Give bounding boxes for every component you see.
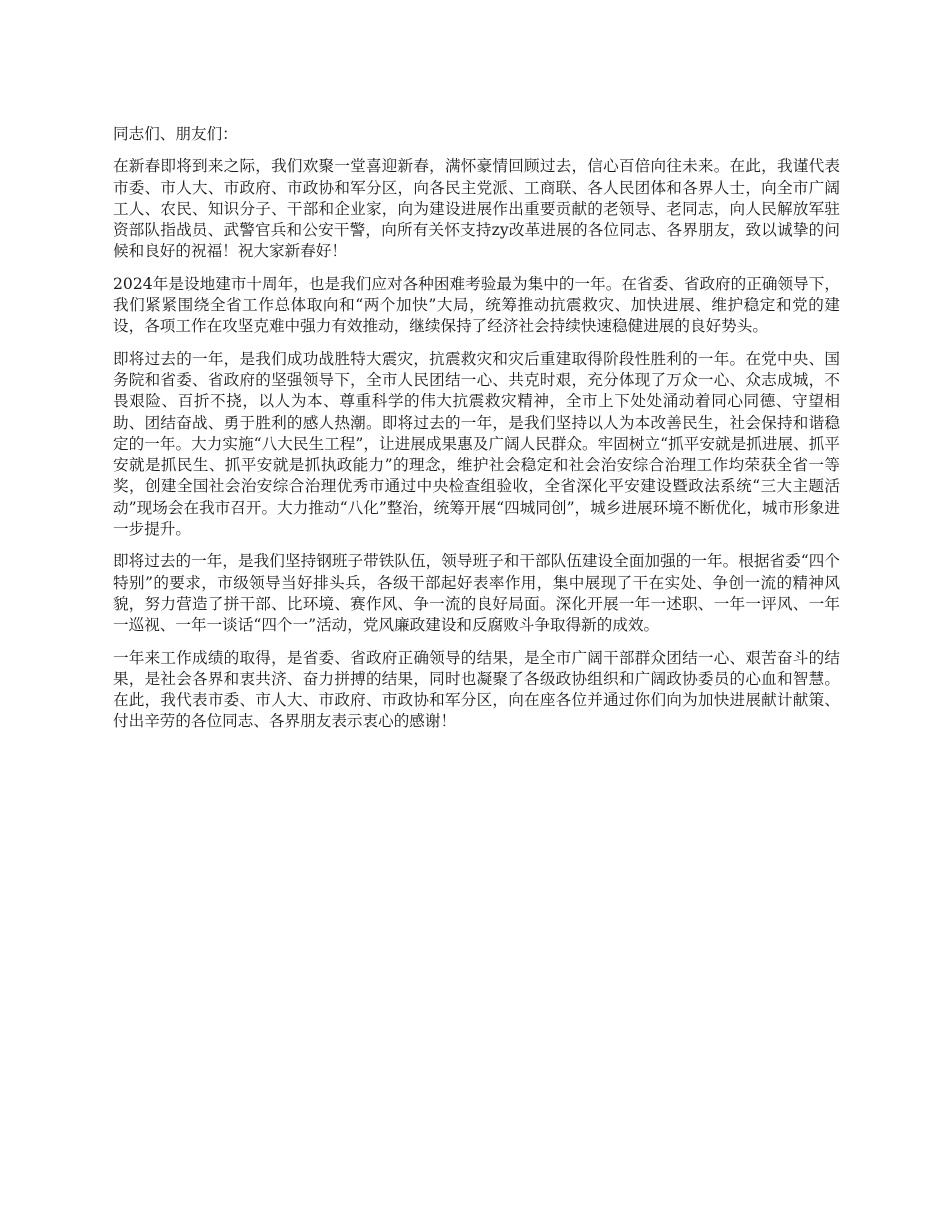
paragraph-thanks: 一年来工作成绩的取得，是省委、省政府正确领导的结果，是全市广阔干部群众团结一心、艰苦奋斗的结果，是社会各界和衷共济、奋力拼搏的结果，同时也凝聚了各级政协组织和广阔政协委员的心血和智慧。在此，我代表市委、市人大、市政府、市政协和军分区，向在座各位并通过你们向为加快进展献计献策、付出辛劳的各位同志、各界朋友表示衷心的感谢！: [113, 648, 840, 731]
paragraph-team-building: 即将过去的一年，是我们坚持钢班子带铁队伍，领导班子和干部队伍建设全面加强的一年。根据省委“四个特别”的要求，市级领导当好排头兵，各级干部起好表率作用，集中展现了干在实处、争创一流的精神风貌，努力营造了拼干部、比环境、赛作风、争一流的良好局面。深化开展一年一述职、一年一评风、一年一巡视、一年一谈话“四个一”活动，党风廉政建设和反腐败斗争取得新的成效。: [113, 552, 840, 635]
paragraph-tenth-anniversary: 2024年是设地建市十周年，也是我们应对各种困难考验最为集中的一年。在省委、省政府的正确领导下，我们紧紧围绕全省工作总体取向和“两个加快”大局，统筹推动抗震救灾、加快进展、维护稳定和党的建设，各项工作在攻坚克难中强力有效推动，继续保持了经济社会持续快速稳健进展的良好势头。: [113, 274, 840, 336]
paragraph-earthquake-relief: 即将过去的一年，是我们成功战胜特大震灾，抗震救灾和灾后重建取得阶段性胜利的一年。在党中央、国务院和省委、省政府的坚强领导下，全市人民团结一心、共克时艰，充分体现了万众一心、众志成城，不畏艰险、百折不挠，以人为本、尊重科学的伟大抗震救灾精神，全市上下处处涌动着同心同德、守望相助、团结奋战、勇于胜利的感人热潮。即将过去的一年，是我们坚持以人为本改善民生，社会保持和谐稳定的一年。大力实施“八大民生工程”，让进展成果惠及广阔人民群众。牢固树立“抓平安就是抓进展、抓平安就是抓民生、抓平安就是抓执政能力”的理念，维护社会稳定和社会治安综合治理工作均荣获全省一等奖，创建全国社会治安综合治理优秀市通过中央检查组验收，全省深化平安建设暨政法系统“三大主题活动”现场会在我市召开。大力推动“八化”整治，统筹开展“四城同创”，城乡进展环境不断优化，城市形象进一步提升。: [113, 349, 840, 539]
greeting: 同志们、朋友们：: [113, 125, 238, 143]
document-body: [113, 124, 840, 744]
paragraph-new-year-greetings: 在新春即将到来之际，我们欢聚一堂喜迎新春，满怀豪情回顾过去，信心百倍向往未来。在此，我谨代表市委、市人大、市政府、市政协和军分区，向各民主党派、工商联、各人民团体和各界人士，向全市广阔工人、农民、知识分子、干部和企业家，向为建设进展作出重要贡献的老领导、老同志，向人民解放军驻资部队指战员、武警官兵和公安干警，向所有关怀支持zy改革进展的各位同志、各界朋友，致以诚挚的问候和良好的祝福！祝大家新春好！: [113, 157, 840, 261]
